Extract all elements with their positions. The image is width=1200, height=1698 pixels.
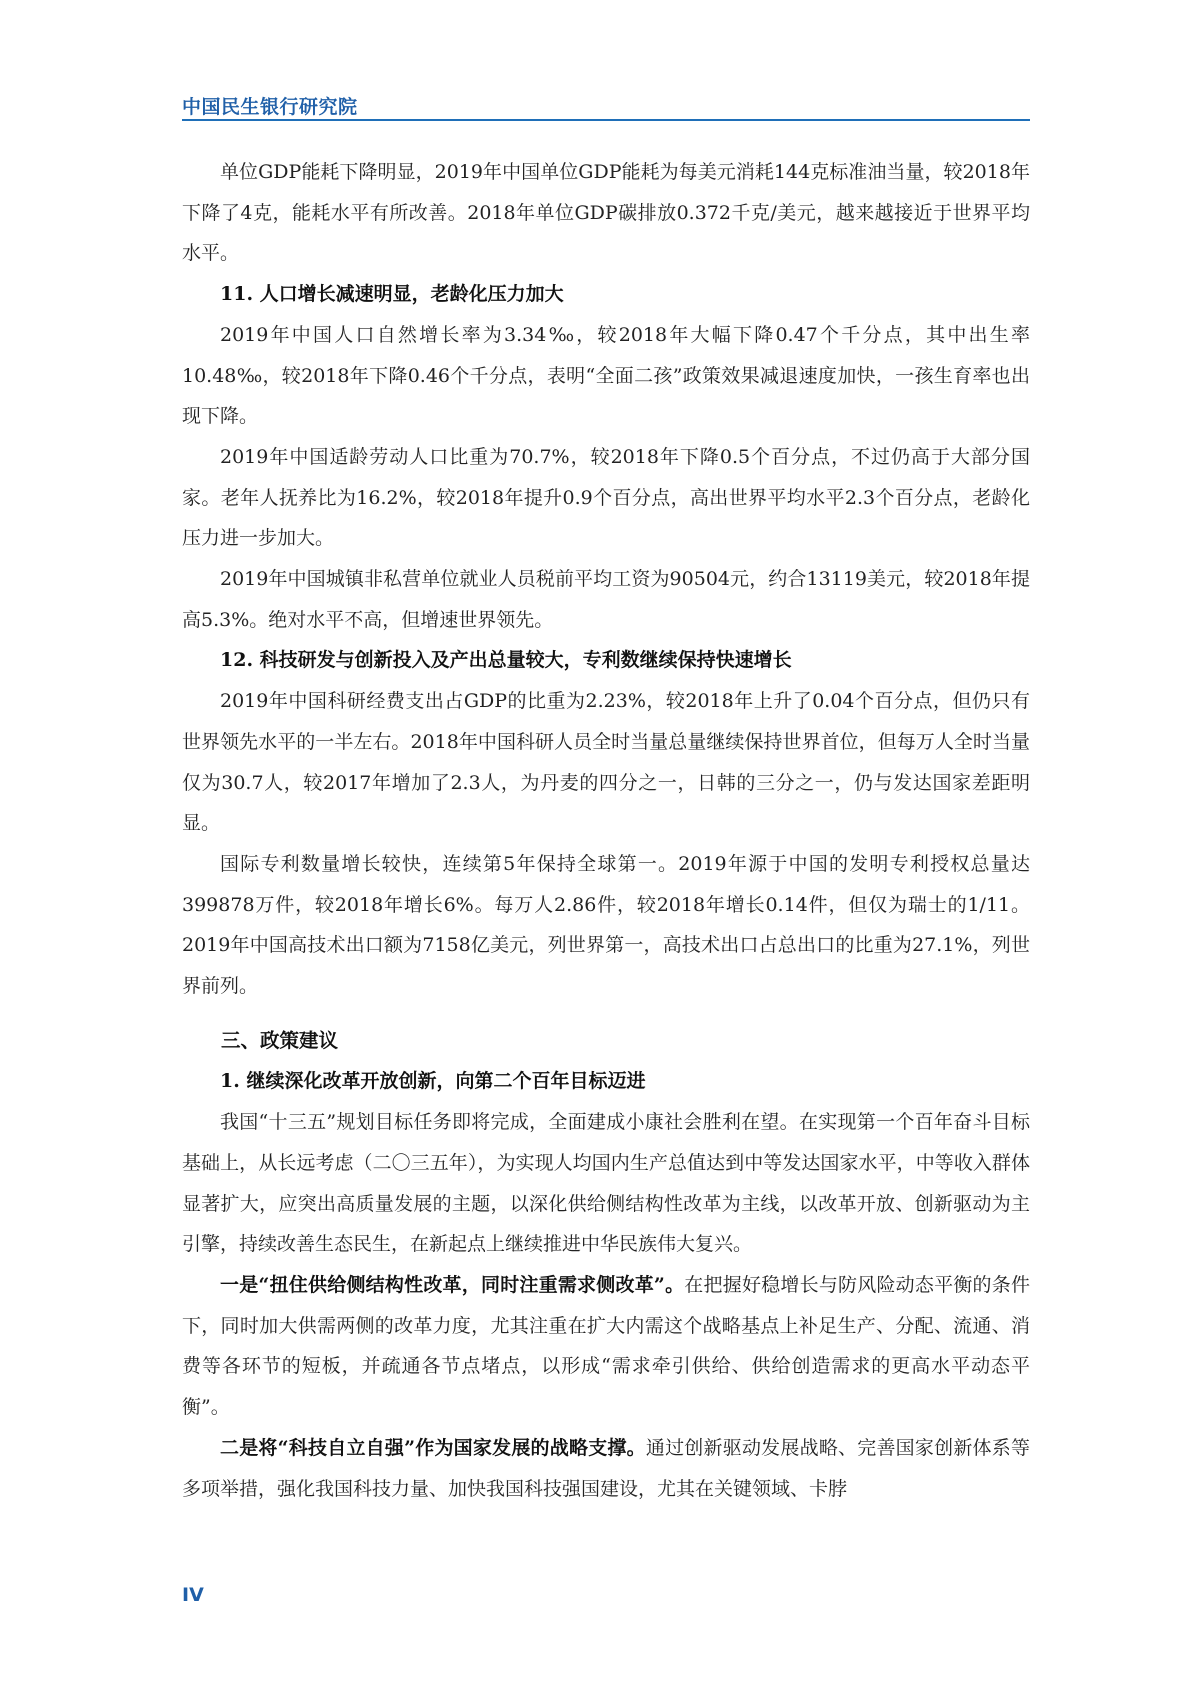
section-heading: 三、政策建议 (221, 1028, 339, 1052)
paragraph: 2019年中国适龄劳动人口比重为70.7%，较2018年下降0.5个百分点，不过仍高于大部分国家。老年人抚养比为16.2%，较2018年提升0.9个百分点，高出世界平均水平2.3个百分点，老龄化压力进一步加大。 (182, 445, 1030, 550)
subsection-heading: 1. 继续深化改革开放创新，向第二个百年目标迈进 (220, 1070, 646, 1093)
header-divider (182, 119, 1030, 121)
paragraph: 国际专利数量增长较快，连续第5年保持全球第一。2019年源于中国的发明专利授权总量达399878万件，较2018年增长6%。每万人2.86件，较2018年增长0.14件，但仅为瑞士的1/11。2019年中国高技术出口额为7158亿美元，列世界第一，高技术出口占总出口的比重为27.1%，列世界前列。 (182, 852, 1030, 998)
page-number: IV (182, 1584, 204, 1606)
paragraph (182, 1428, 1030, 1509)
paragraph-lead-bold: 二是将“科技自立自强”作为国家发展的战略支撑。 (220, 1436, 646, 1459)
paragraph: 2019年中国城镇非私营单位就业人员税前平均工资为90504元，约合13119美元，较2018年提高5.3%。绝对水平不高，但增速世界领先。 (182, 568, 1030, 631)
subsection-heading: 12. 科技研发与创新投入及产出总量较大，专利数继续保持快速增长 (220, 649, 792, 672)
section-gap (182, 1007, 1030, 1021)
paragraph: 我国“十三五”规划目标任务即将完成，全面建成小康社会胜利在望。在实现第一个百年奋斗目标基础上，从长远考虑（二〇三五年），为实现人均国内生产总值达到中等发达国家水平，中等收入群体显著扩大，应突出高质量发展的主题，以深化供给侧结构性改革为主线，以改革开放、创新驱动为主引擎，持续改善生态民生，在新起点上继续推进中华民族伟大复兴。 (182, 1111, 1030, 1256)
header-institution-name: 中国民生银行研究院 (182, 96, 358, 118)
paragraph-text: 通过创新驱动发展战略、完善国家创新体系等多项举措，强化我国科技力量、加快我国科技强国建设，尤其在关键领域、卡脖 (182, 1436, 1030, 1500)
paragraph: 2019年中国人口自然增长率为3.34‰，较2018年大幅下降0.47个千分点，其中出生率10.48‰，较2018年下降0.46个千分点，表明“全面二孩”政策效果减退速度加快，一孩生育率也出现下降。 (182, 323, 1030, 428)
document-body (182, 152, 1030, 1509)
paragraph: 2019年中国科研经费支出占GDP的比重为2.23%，较2018年上升了0.04个百分点，但仍只有世界领先水平的一半左右。2018年中国科研人员全时当量总量继续保持世界首位，但每万人全时当量仅为30.7人，较2017年增加了2.3人，为丹麦的四分之一，日韩的三分之一，仍与发达国家差距明显。 (182, 690, 1030, 835)
paragraph-text: 在把握好稳增长与防风险动态平衡的条件下，同时加大供需两侧的改革力度，尤其注重在扩大内需这个战略基点上补足生产、分配、流通、消费等各环节的短板，并疏通各节点堵点，以形成“需求牵引供给、供给创造需求的更高水平动态平衡”。 (182, 1273, 1030, 1419)
paragraph-lead-bold: 一是“扭住供给侧结构性改革，同时注重需求侧改革”。 (220, 1273, 685, 1296)
subsection-heading: 11. 人口增长减速明显，老龄化压力加大 (220, 283, 564, 306)
paragraph (182, 1265, 1030, 1428)
paragraph: 单位GDP能耗下降明显，2019年中国单位GDP能耗为每美元消耗144克标准油当量，较2018年下降了4克，能耗水平有所改善。2018年单位GDP碳排放0.372千克/美元，越来越接近于世界平均水平。 (182, 161, 1030, 265)
